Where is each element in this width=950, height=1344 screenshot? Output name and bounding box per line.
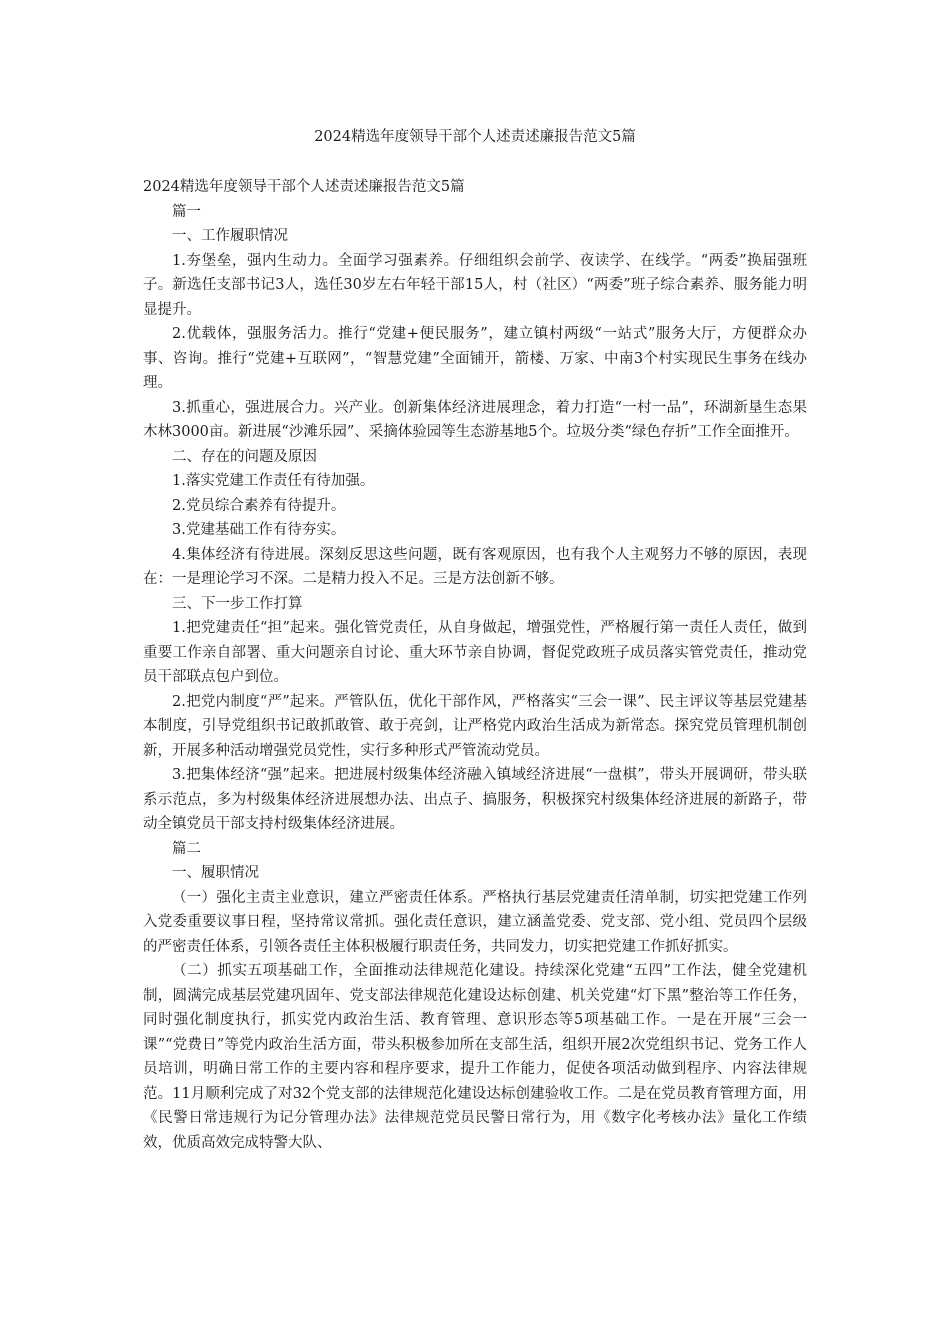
document-paragraph: 二、存在的问题及原因 xyxy=(172,448,317,465)
document-subtitle: 2024精选年度领导干部个人述责述廉报告范文5篇 xyxy=(143,179,465,195)
document-paragraph: 一、工作履职情况 xyxy=(172,228,288,244)
document-paragraph: 一、履职情况 xyxy=(172,865,259,881)
document-paragraph: 4.集体经济有待进展。深刻反思这些问题，既有客观原因，也有我个人主观努力不够的原因，表现在：一是理论学习不深。二是精力投入不足。三是方法创新不够。 xyxy=(143,546,807,587)
document-paragraph: 篇一 xyxy=(172,203,201,220)
document-paragraph: 3.党建基础工作有待夯实。 xyxy=(172,522,346,538)
document-paragraph: 三、下一步工作打算 xyxy=(172,595,303,612)
document-body xyxy=(143,175,807,1155)
document-paragraph: 3.抓重心，强进展合力。兴产业。创新集体经济进展理念，着力打造“一村一品”，环湖新垦生态果木林3000亩。新进展“沙滩乐园”、采摘体验园等生态游基地5个。垃圾分类“绿色存折”工作全面推开。 xyxy=(143,399,807,440)
document-paragraph: 2.把党内制度“严”起来。严管队伍，优化干部作风，严格落实“三会一课”、民主评议等基层党建基本制度，引导党组织书记敢抓敢管、敢于亮剑，让严格党内政治生活成为新常态。探究党员管理机制创新，开展多种活动增强党员党性，实行多种形式严管流动党员。 xyxy=(143,693,807,759)
document-paragraph: 1.把党建责任“担”起来。强化管党责任，从自身做起，增强党性，严格履行第一责任人责任，做到重要工作亲自部署、重大问题亲自讨论、重大环节亲自协调，督促党政班子成员落实管党责任，推动党员干部联点包户到位。 xyxy=(143,620,807,685)
document-paragraph: （一）强化主责主业意识，建立严密责任体系。严格执行基层党建责任清单制，切实把党建工作列入党委重要议事日程，坚持常议常抓。强化责任意识，建立涵盖党委、党支部、党小组、党员四个层级的严密责任体系，引领各责任主体积极履行职责任务，共同发力，切实把党建工作抓好抓实。 xyxy=(143,889,807,955)
document-title: 2024精选年度领导干部个人述责述廉报告范文5篇 xyxy=(314,129,636,145)
document-paragraph: 篇二 xyxy=(172,840,201,857)
document-paragraph: 2.党员综合素养有待提升。 xyxy=(172,497,346,514)
document-paragraph: （二）抓实五项基础工作，全面推动法律规范化建设。持续深化党建“五四”工作法，健全党建机制，圆满完成基层党建巩固年、党支部法律规范化建设达标创建、机关党建“灯下黑”整治等工作任务，同时强化制度执行，抓实党内政治生活、教育管理、意识形态等5项基础工作。一是在开展“三会一课”“党费日”等党内政治生活方面，带头积极参加所在支部生活，组织开展2次党组织书记、党务工作人员培训，明确日常工作的主要内容和程序要求，提升工作能力，促使各项活动做到程序、内容法律规范。11月顺利完成了对32个党支部的法律规范化建设达标创建验收工作。二是在党员教育管理方面，用《民警日常违规行为记分管理办法》法律规范党员民警日常行为，用《数字化考核办法》量化工作绩效，优质高效完成特警大队、 xyxy=(143,963,807,1151)
document-paragraph: 3.把集体经济“强”起来。把进展村级集体经济融入镇域经济进展“一盘棋”，带头开展调研，带头联系示范点，多为村级集体经济进展想办法、出点子、搞服务，积极探究村级集体经济进展的新路子，带动全镇党员干部支持村级集体经济进展。 xyxy=(143,767,807,832)
document-paragraph: 2.优载体，强服务活力。推行“党建+便民服务”，建立镇村两级“一站式”服务大厅，方便群众办事、咨询。推行“党建+互联网”，“智慧党建”全面铺开，箭楼、万家、中南3个村实现民生事务在线办理。 xyxy=(143,326,807,391)
document-paragraph: 1.夯堡垒，强内生动力。全面学习强素养。仔细组织会前学、夜读学、在线学。“两委”换届强班子。新选任支部书记3人，选任30岁左右年轻干部15人，村（社区）“两委”班子综合素养、服务能力明显提升。 xyxy=(143,252,807,318)
document-paragraph: 1.落实党建工作责任有待加强。 xyxy=(172,473,375,489)
